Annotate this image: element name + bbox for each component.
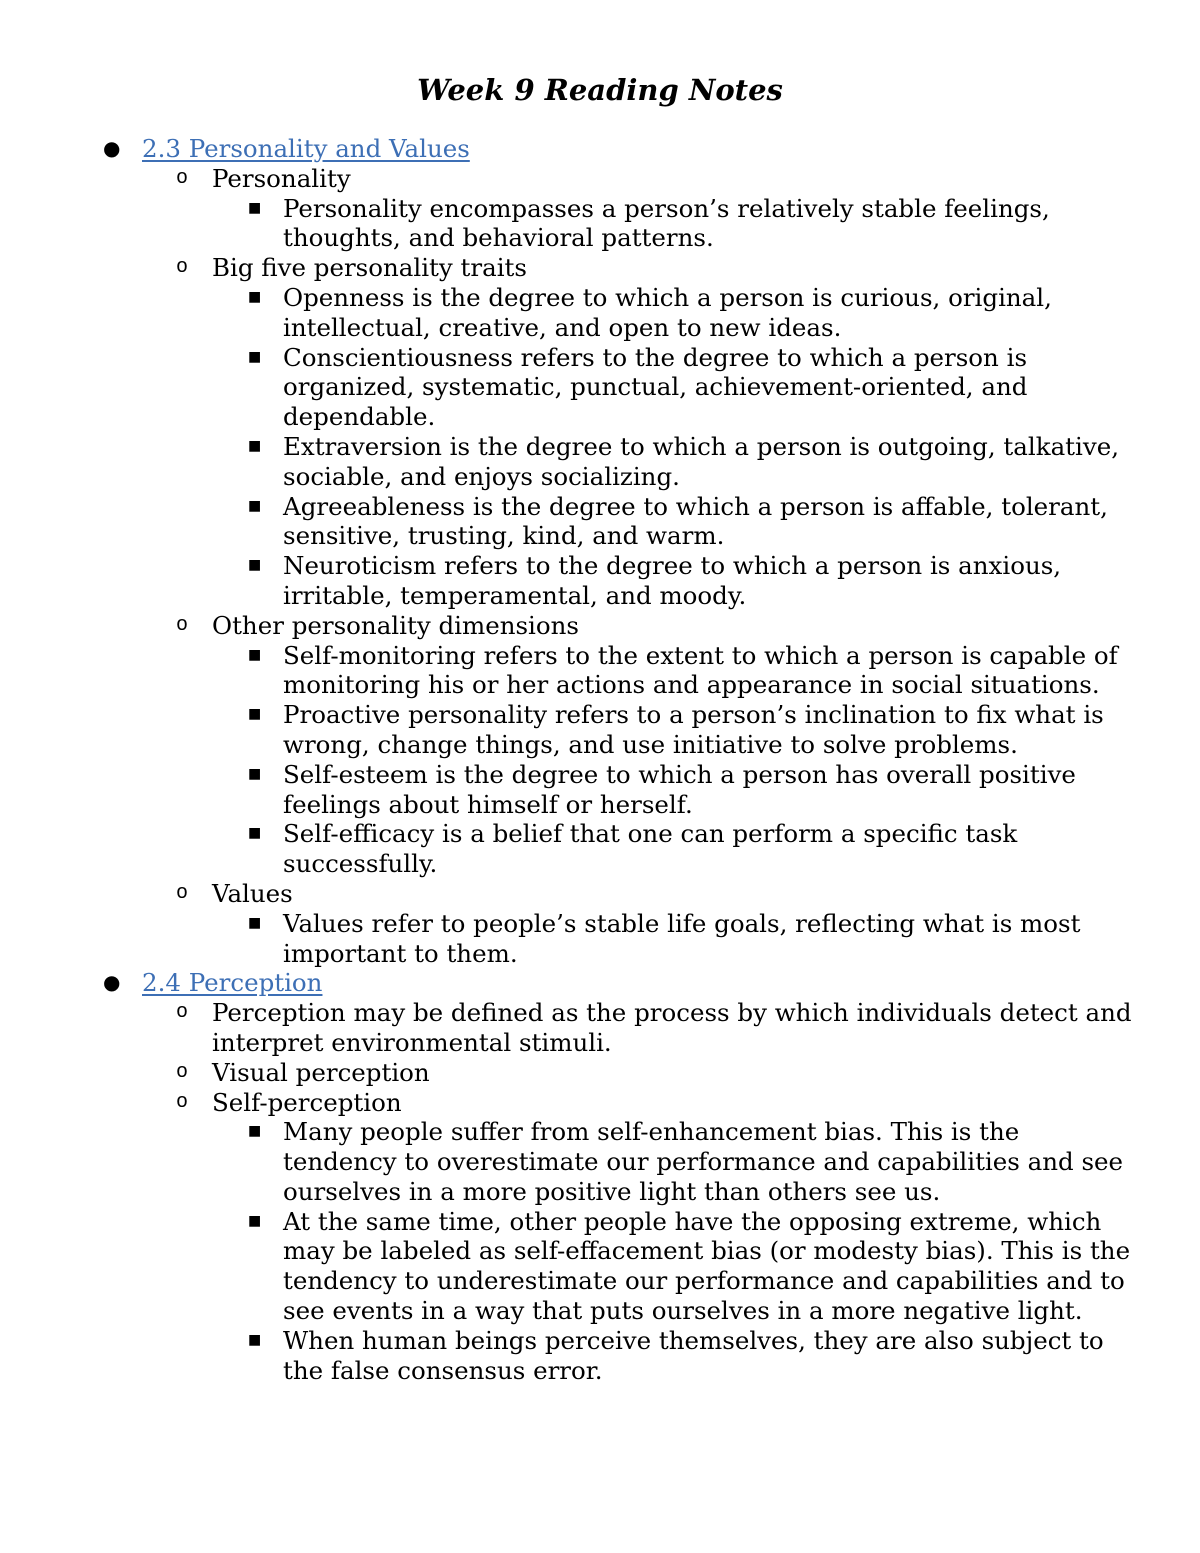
note-text: Self-efficacy is a belief that one can perform a specific task successfully. (283, 819, 1018, 879)
bullet-disc-icon: ● (103, 136, 121, 160)
bullet-square-icon: ■ (248, 825, 262, 842)
subtopic-label: Big five personality traits (212, 253, 527, 283)
note-text: Agreeableness is the degree to which a person is affable, tolerant, sensitive, trusting, kind, and warm. (283, 491, 1108, 551)
bullet-circle-icon: o (176, 1001, 189, 1025)
subtopic (0, 611, 1200, 641)
note-text: Many people suffer from self-enhancement bias. This is the tendency to overestimate our performance and capabilities and see ourselves in a more positive light than others see us. (283, 1117, 1124, 1206)
note-bullet (0, 1117, 1200, 1206)
subtopic (0, 998, 1200, 1058)
note-bullet (0, 551, 1200, 611)
note-text: Personality encompasses a person’s relatively stable feelings, thoughts, and behavioral patterns. (283, 193, 1050, 253)
subtopic (0, 1088, 1200, 1118)
note-bullet (0, 909, 1200, 969)
bullet-square-icon: ■ (248, 914, 262, 931)
note-bullet (0, 432, 1200, 492)
note-bullet (0, 819, 1200, 879)
bullet-circle-icon: o (176, 166, 189, 190)
note-text: Self-esteem is the degree to which a person has overall positive feelings about himself or herself. (283, 759, 1076, 819)
subtopic (0, 164, 1200, 194)
note-text: At the same time, other people have the opposing extreme, which may be labeled as self-effacement bias (or modesty bias). This is the tendency to underestimate our performance and capabilities and to see events in a way that puts ourselves in a more negative light. (283, 1206, 1131, 1326)
section-link-perception[interactable]: 2.4 Perception (142, 968, 323, 998)
subtopic-label: Other personality dimensions (212, 610, 579, 640)
note-bullet (0, 1207, 1200, 1326)
bullet-circle-icon: o (176, 1090, 189, 1114)
subtopic (0, 1058, 1200, 1088)
bullet-circle-icon: o (176, 256, 189, 280)
bullet-circle-icon: o (176, 1060, 189, 1084)
bullet-square-icon: ■ (248, 646, 262, 663)
bullet-square-icon: ■ (248, 348, 262, 365)
note-bullet (0, 700, 1200, 760)
note-bullet (0, 283, 1200, 343)
bullet-square-icon: ■ (248, 288, 262, 305)
note-text: Extraversion is the degree to which a person is outgoing, talkative, sociable, and enjoys socializing. (283, 431, 1119, 491)
note-bullet (0, 1326, 1200, 1386)
bullet-square-icon: ■ (248, 497, 262, 514)
page-title: Week 9 Reading Notes (417, 73, 783, 107)
note-text: When human beings perceive themselves, they are also subject to the false consensus error. (283, 1325, 1104, 1385)
bullet-square-icon: ■ (248, 199, 262, 216)
bullet-square-icon: ■ (248, 1123, 262, 1140)
bullet-square-icon: ■ (248, 1212, 262, 1229)
subtopic-label: Personality (212, 163, 351, 193)
note-text: Proactive personality refers to a person’s inclination to fix what is wrong, change things, and use initiative to solve problems. (283, 700, 1104, 759)
note-text: Openness is the degree to which a person is curious, original, intellectual, creative, and open to new ideas. (283, 282, 1052, 342)
bullet-circle-icon: o (176, 613, 189, 637)
note-bullet (0, 194, 1200, 254)
bullet-square-icon: ■ (248, 557, 262, 574)
subtopic-label: Perception may be defined as the process by which individuals detect and interpret environmental stimuli. (212, 998, 1132, 1057)
subtopic (0, 879, 1200, 909)
subtopic-label: Values (212, 878, 293, 908)
section-heading (0, 134, 1200, 164)
note-text: Values refer to people’s stable life goals, reflecting what is most important to them. (283, 908, 1081, 968)
subtopic (0, 253, 1200, 283)
note-text: Neuroticism refers to the degree to which a person is anxious, irritable, temperamental, and moody. (283, 551, 1062, 610)
bullet-disc-icon: ● (103, 970, 121, 995)
subtopic-label: Self-perception (212, 1087, 402, 1117)
note-text: Conscientiousness refers to the degree to which a person is organized, systematic, punctual, achievement-oriented, and dependable. (283, 342, 1028, 432)
subtopic-label: Visual perception (212, 1057, 430, 1087)
bullet-square-icon: ■ (248, 1331, 262, 1348)
bullet-square-icon: ■ (248, 437, 262, 454)
note-bullet (0, 641, 1200, 701)
note-bullet (0, 760, 1200, 820)
bullet-circle-icon: o (176, 881, 189, 905)
note-bullet (0, 343, 1200, 432)
section-heading (0, 968, 1200, 998)
section-link-personality-values[interactable]: 2.3 Personality and Values (142, 134, 470, 163)
bullet-square-icon: ■ (248, 706, 262, 723)
bullet-square-icon: ■ (248, 765, 262, 782)
notes-list (0, 134, 1200, 1385)
note-bullet (0, 492, 1200, 552)
note-text: Self-monitoring refers to the extent to which a person is capable of monitoring his or her actions and appearance in social situations. (283, 640, 1118, 700)
